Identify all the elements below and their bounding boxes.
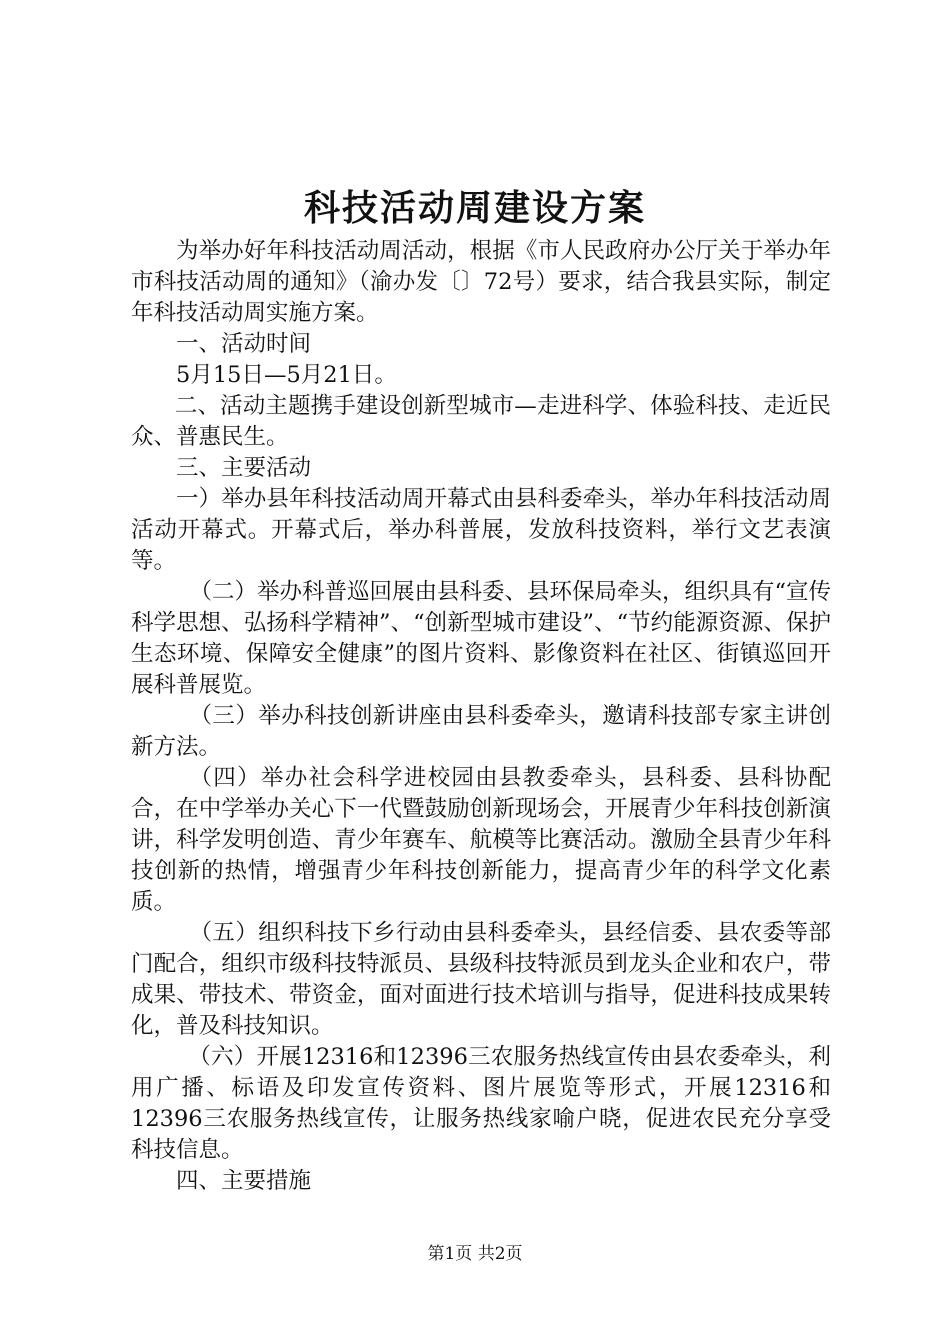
paragraph-activity-1: 一）举办县年科技活动周开幕式由县科委牵头，举办年科技活动周活动开幕式。开幕式后，举办科普展，发放科技资料，举行文艺表演等。 (131, 486, 831, 574)
paragraph-activity-6: （六）开展12316和12396三农服务热线宣传由县农委牵头，利用广播、标语及印发宣传资料、图片展览等形式，开展12316和12396三农服务热线宣传，让服务热线家喻户晓，促进农民充分享受科技信息。 (131, 1044, 831, 1163)
document-title: 科技活动周建设方案 (303, 187, 646, 229)
paragraph-activity-4: （四）举办社会科学进校园由县教委牵头，县科委、县科协配合，在中学举办关心下一代暨鼓励创新现场会，开展青少年科技创新演讲，科学发明创造、青少年赛车、航模等比赛活动。激励全县青少年科技创新的热情，增强青少年科技创新能力，提高青少年的科学文化素质。 (131, 765, 831, 915)
section-heading-theme: 二、活动主题携手建设创新型城市—走进科学、体验科技、走近民众、普惠民生。 (131, 393, 831, 450)
paragraph-activity-3: （三）举办科技创新讲座由县科委牵头，邀请科技部专家主讲创新方法。 (131, 703, 831, 760)
section-heading-measures: 四、主要措施 (176, 1168, 312, 1194)
paragraph-intro: 为举办好年科技活动周活动，根据《市人民政府办公厅关于举办年市科技活动周的通知》（渝办发〔〕72号）要求，结合我县实际，制定年科技活动周实施方案。 (131, 238, 831, 326)
section-heading-activities: 三、主要活动 (176, 455, 312, 481)
section-heading-time: 一、活动时间 (176, 331, 312, 357)
paragraph-time: 5月15日—5月21日。 (176, 362, 397, 388)
document-body (131, 236, 831, 1197)
page-number-footer: 第1页 共2页 (427, 1244, 523, 1264)
paragraph-activity-5: （五）组织科技下乡行动由县科委牵头，县经信委、县农委等部门配合，组织市级科技特派员、县级科技特派员到龙头企业和农户，带成果、带技术、带资金，面对面进行技术培训与指导，促进科技成果转化，普及科技知识。 (131, 920, 831, 1039)
paragraph-activity-2: （二）举办科普巡回展由县科委、县环保局牵头，组织具有“宣传科学思想、弘扬科学精神”、“创新型城市建设”、“节约能源资源、保护生态环境、保障安全健康”的图片资料、影像资料在社区、街镇巡回开展科普展览。 (131, 579, 832, 698)
